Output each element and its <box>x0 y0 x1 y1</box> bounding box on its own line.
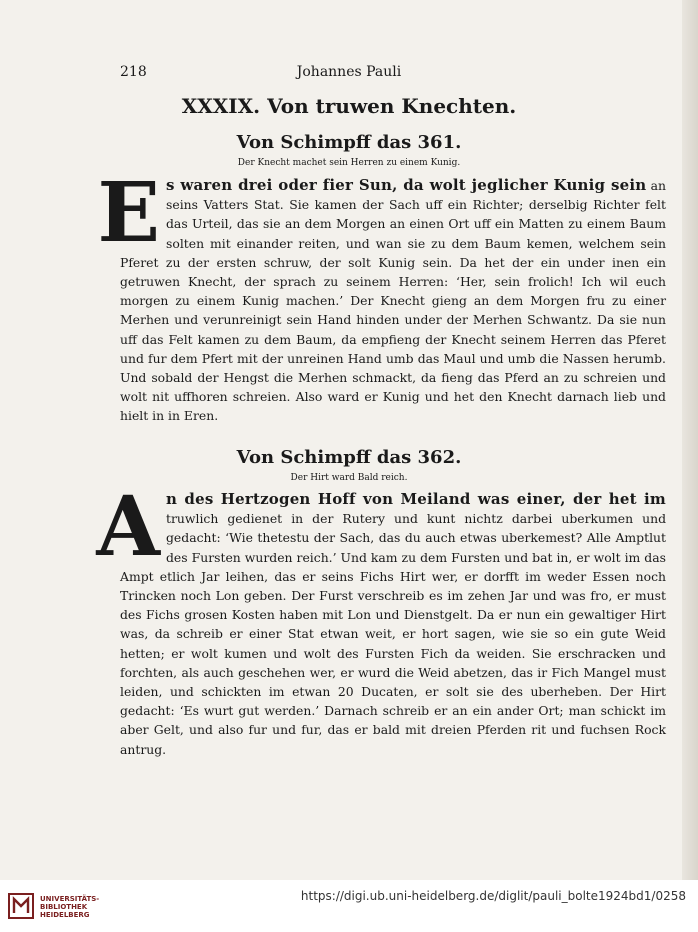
running-head: Johannes Pauli <box>296 64 402 80</box>
institution-line: BIBLIOTHEK <box>40 903 88 911</box>
page-edge-shadow <box>682 0 698 880</box>
story-361-lead: s waren drei oder fier Sun, da wolt jeglicher Kunig sein <box>166 176 647 194</box>
permalink-url[interactable]: https://digi.ub.uni-heidelberg.de/diglit/pauli_bolte1924bd1/0258 <box>300 889 686 903</box>
section-title-362: Von Schimpff das 362. <box>236 447 462 468</box>
section-title-361: Von Schimpff das 361. <box>236 132 462 153</box>
section-summary-362: Der Hirt ward Bald reich. <box>290 473 408 483</box>
page-number: 218 <box>120 64 147 80</box>
institution-line: HEIDELBERG <box>40 911 90 919</box>
page-header <box>120 64 578 84</box>
drop-cap-e: E <box>97 165 160 261</box>
chapter-title: XXXIX. Von truwen Knechten. <box>181 94 517 118</box>
story-362-text <box>96 479 666 759</box>
story-361-body: an seins Vatters Stat. Sie kamen der Sach uff ein Richter; derselbig Richter felt das Urteil, das sie an dem Morgen an einen Ort uff ein Matten zu einem Baum solten mit einander reiten, und wan sie zu dem Baum kemen, welchem sein Pferet zu der ersten schruw, der solt Kunig sein. Da het der ein under inen ein getruwen Knecht, der sprach zu seinem Herren: ‘Her, sein frolich! Ich wil euch morgen zu einem Kunig machen.’ Der Knecht gieng an dem Morgen fru zu einer Merhen und verunreinigt sein Hand hinden under der Merhen Schwantz. Da sie nun uff das Felt kamen zu dem Baum, da empfieng der Knecht seinem Herren das Pferet und fur dem Pfert mit der unreinen Hand umb das Maul und umb die Nassen herumb. Und sobald der Hengst die Merhen schmackt, da fieng das Pferd an zu schreien und wolt nit uffhoren schreien. Also ward er Kunig und het den Knecht darnach lieb und hielt in in Eren. <box>120 178 666 424</box>
story-362-lead: n des Hertzogen Hoff von Meiland was einer, der het im <box>166 490 666 508</box>
story-361-text <box>97 165 666 426</box>
library-logo-icon <box>8 893 34 919</box>
story-362-body: truwlich gedienet in der Rutery und kunt nichtz darbei uberkumen und gedacht: ‘Wie thetestu der Sach, das du auch etwas uberkemest? Alle Amptlut des Fursten wurden reich.’ Und kam zu dem Fursten und bat in, er wolt im das Ampt etlich Jar leihen, das er seins Fichs Hirt wer, er dorfft im weder Essen noch Trincken noch Lon geben. Der Furst verschreib es im zehen Jar und was fro, er must des Fichs grosen Kosten haben mit Lon und Dienstgelt. Da er nun ein gewaltiger Hirt was, da schreib er einer Stat etwan weit, er hort sagen, wie sie so ein gute Weid hetten; er wolt kumen und wolt des Fursten Fich da weiden. Sie erschracken und forchten, als auch geschehen wer, er wurd die Weid abetzen, das ir Fich Mangel must leiden, und schickten im etwan 20 Ducaten, er solt sie des uberheben. Der Hirt gedacht: ‘Es wurt gut werden.’ Darnach schreib er an ein ander Ort; man schickt im aber Gelt, und also fur und fur, das er bald mit dreien Pferden rit und fuchsen Rock antrug. <box>120 511 666 757</box>
viewer-footer <box>0 880 698 932</box>
institution-line: UNIVERSITÄTS- <box>40 895 100 903</box>
institution-name <box>40 895 99 919</box>
section-summary-361: Der Knecht machet sein Herren zu einem Kunig. <box>237 158 461 168</box>
drop-cap-a: A <box>96 479 160 575</box>
